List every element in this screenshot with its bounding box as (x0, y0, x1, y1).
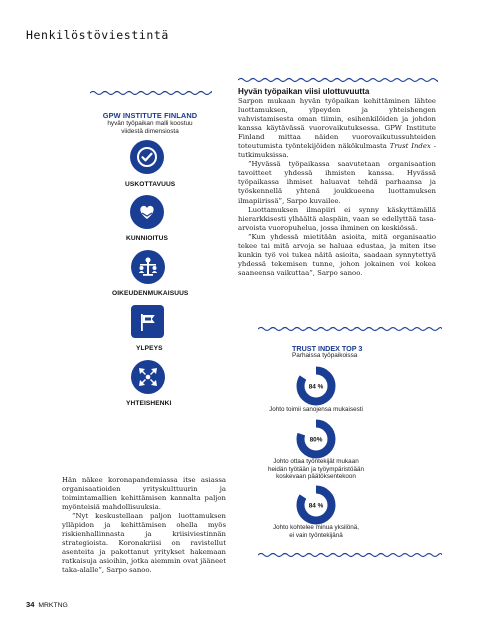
trust-donut-1 (296, 366, 336, 406)
article-text: Sarpon mukaan hyvän työpaikan kehittäminen lähtee luottamuksen, ylpeyden ja yhteishengen vahvistamisesta oman tiimin, esihenkilöiden ja johdon kanssa käytävässä vuorovaikutuksessa. GPW Institute Finland mittaa näiden vuorovaikutussuhteiden toteutumista työntekijöiden näkökulmasta (238, 97, 436, 151)
trust-caption-line: Johto toimii sanojensa mukaisesti (269, 406, 363, 413)
dimension-label-uskottavuus: USKOTTAVUUS (125, 181, 176, 188)
trust-caption-line: heidän työtään ja työympäristöään (268, 465, 364, 473)
trust-caption-2 (251, 458, 381, 481)
trust-caption-line: ei vain työntekijänä (289, 531, 343, 539)
trust-caption-3 (251, 524, 381, 539)
trust-caption-line: Johto kohtelee minua yksilönä, (272, 524, 360, 531)
flag-icon (131, 305, 164, 338)
wave-divider-article (238, 77, 438, 83)
scales-people-icon (131, 250, 165, 284)
trust-caption-1 (251, 406, 381, 414)
wave-divider-left (90, 90, 212, 96)
trust-donut-3 (296, 485, 336, 525)
trust-caption-line: Johto ottaa työntekijät mukaan (273, 458, 359, 465)
network-arrows-icon (131, 360, 165, 394)
article-body (238, 97, 436, 278)
infographic-subtitle-line: viidestä dimensiosta (121, 128, 179, 135)
body-paragraph: ”Nyt keskustellaan paljon luottamuksen ylläpidon ja kehittämisen ohella myös riskienhallinnasta ja kriisiviestinnän strategioista. Koronakriisi on ravistellut asenteita ja pakottanut yritykset hakemaan ratkaisuja asioihin, jotka aiemmin ovat jääneet taka-alalle”, Sarpo sanoo. (62, 512, 226, 575)
dimension-label-ylpeys: YLPEYS (136, 345, 163, 352)
dimension-label-kunnioitus: KUNNIOITUS (126, 235, 169, 242)
article-italic: Trust Index (389, 142, 431, 151)
article-paragraph: Luottamuksen ilmapiiri ei synny käskyttämällä hierarkkisesti ylhäältä alaspäin, vaan se edellyttää tasa-arvoista vuoropuhelua, jossa ihminen on keskiössä. (238, 205, 436, 232)
wave-divider-trust (258, 326, 442, 332)
trust-index-subtitle: Parhaissa työpaikoissa (292, 352, 358, 359)
page-number: 34 (26, 600, 35, 609)
article-paragraph: ”Kun yhdessä mietitään asioita, mitä organisaatio tekee tai mitä arvoja se haluaa edustaa, ja miten itse kunkin työ voi tukea näitä asioita, saadaan synnytettyä yhdessä tekemisen tunne, johon jokainen voi kokea saaneensa vaikuttaa”, Sarpo sanoo. (238, 232, 436, 277)
dimension-label-oikeudenmukaisuus: OIKEUDENMUKAISUUS (112, 290, 189, 297)
page-footer (26, 600, 68, 609)
infographic-subtitle-line: hyvän työpaikan malli koostuu (107, 120, 193, 127)
infographic-title: GPW INSTITUTE FINLAND (102, 111, 198, 120)
trust-caption-line: koskevaan päätöksentekoon (276, 473, 356, 481)
handshake-heart-icon (130, 195, 164, 229)
article-text: -tutkimuksissa. (238, 142, 436, 160)
article-paragraph (238, 97, 436, 160)
donut-percent-label: 84 % (308, 502, 324, 510)
section-header: Henkilöstöviestintä (26, 28, 169, 42)
dimension-label-yhteishenki: YHTEISHENKI (126, 400, 172, 407)
bottom-left-body (62, 476, 226, 576)
infographic-subtitle (90, 120, 210, 136)
trust-donut-2 (296, 419, 336, 459)
article-heading: Hyvän työpaikan viisi ulottuvuutta (238, 87, 370, 96)
body-paragraph: Hän näkee koronapandemiassa itse asiassa organisaatioiden yrityskulttuurin ja toimintamallien kehittämisen kannalta paljon myönteisiä mahdollisuuksia. (62, 476, 226, 512)
donut-percent-label: 84 % (308, 383, 324, 391)
checkmark-icon (130, 140, 164, 174)
wave-divider-bottom (258, 552, 442, 558)
donut-percent-label: 80% (309, 436, 323, 444)
article-paragraph: ”Hyvässä työpaikassa saavutetaan organisaation tavoitteet yhdessä ihmisten kanssa. Hyvässä työpaikassa ihmiset haluavat tehdä parhaansa ja työskennellä yhtenä joukkueena luottamuksen ilmapiirissä”, Sarpo kuvailee. (238, 160, 436, 205)
magazine-name: MRKTNG (38, 602, 68, 609)
trust-index-title: TRUST INDEX TOP 3 (292, 344, 363, 353)
